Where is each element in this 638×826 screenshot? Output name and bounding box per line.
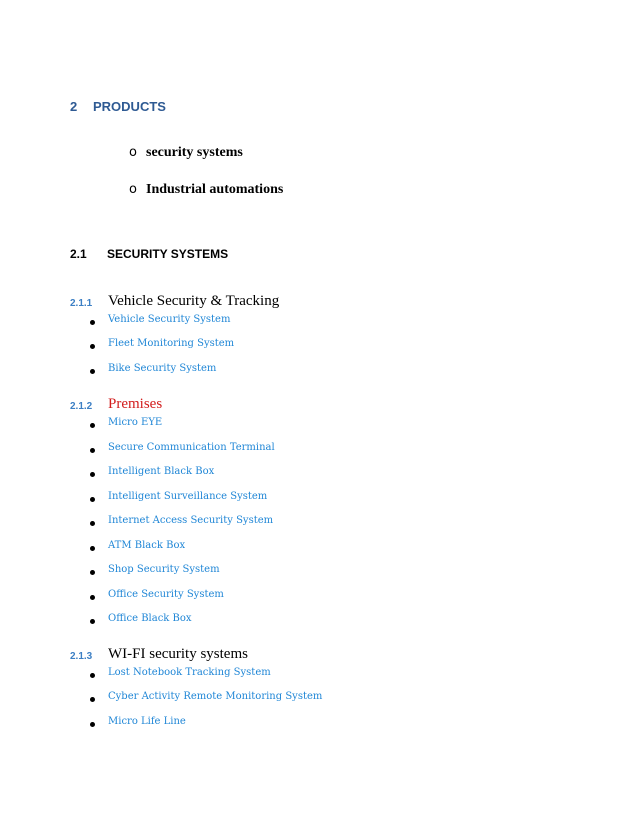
list-item: Micro EYE xyxy=(108,417,163,428)
list-item: Fleet Monitoring System xyxy=(108,338,235,349)
circle-bullet-icon: o xyxy=(129,145,137,160)
group-number: 2.1.3 xyxy=(70,651,93,662)
circle-bullet-icon: o xyxy=(129,182,137,197)
list-item: Office Black Box xyxy=(108,613,192,624)
section-number: 2 xyxy=(70,99,78,114)
list-item: Internet Access Security System xyxy=(108,515,274,526)
bullet-icon xyxy=(90,619,95,624)
group-number: 2.1.1 xyxy=(70,298,93,309)
list-item: Bike Security System xyxy=(108,363,217,374)
bullet-icon xyxy=(90,570,95,575)
list-item: Cyber Activity Remote Monitoring System xyxy=(108,691,323,702)
bullet-icon xyxy=(90,448,95,453)
subsection-number: 2.1 xyxy=(70,247,87,261)
bullet-icon xyxy=(90,320,95,325)
bullet-icon xyxy=(90,423,95,428)
bullet-icon xyxy=(90,344,95,349)
group-number: 2.1.2 xyxy=(70,401,93,412)
bullet-icon xyxy=(90,697,95,702)
list-item: Office Security System xyxy=(108,589,224,600)
subsection-title: SECURITY SYSTEMS xyxy=(107,247,229,261)
bullet-icon xyxy=(90,546,95,551)
list-item: Intelligent Surveillance System xyxy=(108,491,268,502)
bullet-icon xyxy=(90,497,95,502)
group-title: WI-FI security systems xyxy=(108,646,248,662)
section-title: PRODUCTS xyxy=(93,99,166,114)
bullet-icon xyxy=(90,595,95,600)
list-item: Lost Notebook Tracking System xyxy=(108,667,271,678)
list-item: ATM Black Box xyxy=(108,540,186,551)
list-item: Micro Life Line xyxy=(108,716,186,727)
bullet-icon xyxy=(90,673,95,678)
list-item: Secure Communication Terminal xyxy=(108,442,275,453)
bullet-icon xyxy=(90,369,95,374)
group-title: Premises xyxy=(108,396,163,412)
list-item: Vehicle Security System xyxy=(108,314,231,325)
list-item: Shop Security System xyxy=(108,564,220,575)
product-item-security-systems: security systems xyxy=(146,145,243,160)
bullet-icon xyxy=(90,521,95,526)
list-item: Intelligent Black Box xyxy=(108,466,215,477)
product-item-industrial-automations: Industrial automations xyxy=(146,182,284,197)
group-title: Vehicle Security & Tracking xyxy=(108,293,280,309)
bullet-icon xyxy=(90,472,95,477)
bullet-icon xyxy=(90,722,95,727)
